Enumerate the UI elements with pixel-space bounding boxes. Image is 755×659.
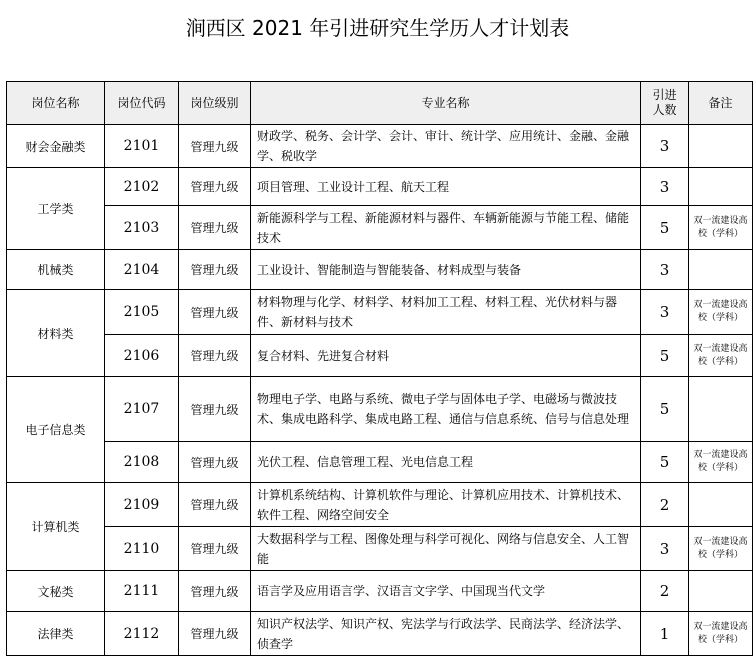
table-row xyxy=(7,206,753,250)
header-code: 岗位代码 xyxy=(105,82,179,125)
position-level: 管理九级 xyxy=(179,483,251,527)
header-level: 岗位级别 xyxy=(179,82,251,125)
table-row xyxy=(7,125,753,168)
position-level: 管理九级 xyxy=(179,250,251,290)
position-code: 2110 xyxy=(105,527,179,571)
position-category: 法律类 xyxy=(7,612,105,656)
header-category: 岗位名称 xyxy=(7,82,105,125)
table-row xyxy=(7,483,753,527)
intake-count: 5 xyxy=(641,206,689,250)
position-level: 管理九级 xyxy=(179,571,251,612)
major-names: 大数据科学与工程、图像处理与科学可视化、网络与信息安全、人工智能 xyxy=(251,527,641,571)
position-code: 2102 xyxy=(105,168,179,206)
remark xyxy=(689,168,753,206)
intake-count: 3 xyxy=(641,250,689,290)
major-names: 光伏工程、信息管理工程、光电信息工程 xyxy=(251,442,641,483)
position-code: 2105 xyxy=(105,290,179,335)
remark xyxy=(689,125,753,168)
major-names: 项目管理、工业设计工程、航天工程 xyxy=(251,168,641,206)
header-row xyxy=(7,82,753,125)
remark: 双一流建设高校（学科） xyxy=(689,335,753,377)
intake-count: 5 xyxy=(641,377,689,442)
intake-count: 5 xyxy=(641,442,689,483)
table-row xyxy=(7,250,753,290)
table-row xyxy=(7,290,753,335)
talent-plan-table xyxy=(6,81,753,656)
remark: 双一流建设高校（学科） xyxy=(689,442,753,483)
intake-count: 2 xyxy=(641,483,689,527)
major-names: 材料物理与化学、材料学、材料加工工程、材料工程、光伏材料与器件、新材料与技术 xyxy=(251,290,641,335)
intake-count: 5 xyxy=(641,335,689,377)
major-names: 语言学及应用语言学、汉语言文字学、中国现当代文学 xyxy=(251,571,641,612)
position-code: 2107 xyxy=(105,377,179,442)
position-category: 财会金融类 xyxy=(7,125,105,168)
position-level: 管理九级 xyxy=(179,442,251,483)
position-category: 计算机类 xyxy=(7,483,105,571)
table-row xyxy=(7,442,753,483)
position-code: 2112 xyxy=(105,612,179,656)
table-row xyxy=(7,612,753,656)
position-level: 管理九级 xyxy=(179,206,251,250)
position-level: 管理九级 xyxy=(179,527,251,571)
table-row xyxy=(7,168,753,206)
position-category: 工学类 xyxy=(7,168,105,250)
position-level: 管理九级 xyxy=(179,125,251,168)
intake-count: 3 xyxy=(641,290,689,335)
major-names: 复合材料、先进复合材料 xyxy=(251,335,641,377)
position-category: 电子信息类 xyxy=(7,377,105,483)
position-code: 2109 xyxy=(105,483,179,527)
intake-count: 1 xyxy=(641,612,689,656)
intake-count: 2 xyxy=(641,571,689,612)
header-major: 专业名称 xyxy=(251,82,641,125)
major-names: 财政学、税务、会计学、会计、审计、统计学、应用统计、金融、金融学、税收学 xyxy=(251,125,641,168)
remark xyxy=(689,571,753,612)
position-code: 2103 xyxy=(105,206,179,250)
position-category: 文秘类 xyxy=(7,571,105,612)
major-names: 物理电子学、电路与系统、微电子学与固体电子学、电磁场与微波技术、集成电路科学、集成电路工程、通信与信息系统、信号与信息处理 xyxy=(251,377,641,442)
intake-count: 3 xyxy=(641,527,689,571)
remark: 双一流建设高校（学科） xyxy=(689,206,753,250)
table-row xyxy=(7,377,753,442)
position-code: 2108 xyxy=(105,442,179,483)
position-category: 材料类 xyxy=(7,290,105,377)
position-level: 管理九级 xyxy=(179,612,251,656)
major-names: 新能源科学与工程、新能源材料与器件、车辆新能源与节能工程、储能技术 xyxy=(251,206,641,250)
page-title: 涧西区 2021 年引进研究生学历人才计划表 xyxy=(185,16,570,40)
header-note: 备注 xyxy=(689,82,753,125)
remark: 双一流建设高校（学科） xyxy=(689,612,753,656)
major-names: 工业设计、智能制造与智能装备、材料成型与装备 xyxy=(251,250,641,290)
header-count: 引进人数 xyxy=(641,82,689,125)
position-level: 管理九级 xyxy=(179,377,251,442)
position-level: 管理九级 xyxy=(179,290,251,335)
position-code: 2104 xyxy=(105,250,179,290)
intake-count: 3 xyxy=(641,168,689,206)
remark xyxy=(689,377,753,442)
remark: 双一流建设高校（学科） xyxy=(689,290,753,335)
position-code: 2111 xyxy=(105,571,179,612)
remark xyxy=(689,250,753,290)
table-row xyxy=(7,335,753,377)
table-row xyxy=(7,571,753,612)
intake-count: 3 xyxy=(641,125,689,168)
table-row xyxy=(7,527,753,571)
major-names: 计算机系统结构、计算机软件与理论、计算机应用技术、计算机技术、软件工程、网络空间安全 xyxy=(251,483,641,527)
remark: 双一流建设高校（学科） xyxy=(689,527,753,571)
remark xyxy=(689,483,753,527)
position-code: 2101 xyxy=(105,125,179,168)
position-level: 管理九级 xyxy=(179,168,251,206)
position-category: 机械类 xyxy=(7,250,105,290)
major-names: 知识产权法学、知识产权、宪法学与行政法学、民商法学、经济法学、侦查学 xyxy=(251,612,641,656)
position-level: 管理九级 xyxy=(179,335,251,377)
position-code: 2106 xyxy=(105,335,179,377)
